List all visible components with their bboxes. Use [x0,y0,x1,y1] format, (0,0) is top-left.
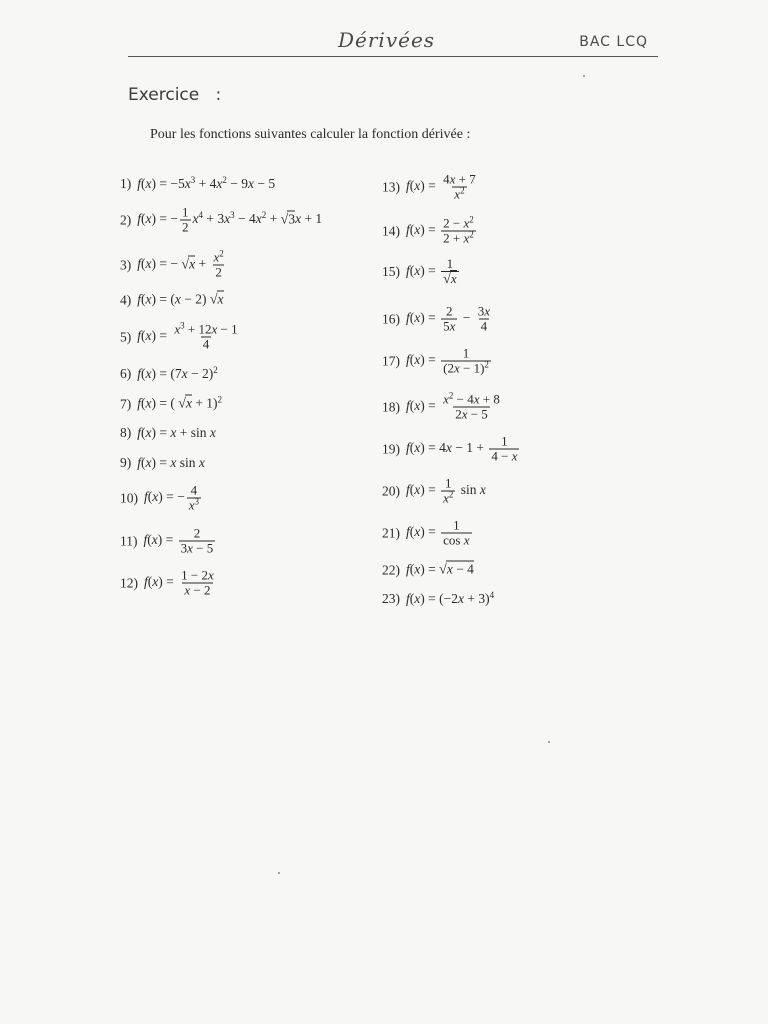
formula: f(x) = − $\frac{4}{x^3}$ [144,482,200,513]
exercise-item: 6) $f(x) = (7x - 2)^2$ [120,365,218,381]
formula: $f(x) = (7x - 2)^2$ [137,365,218,381]
formula: f(x) = $\frac{1}{(2x - 1)^2}$ [406,345,489,376]
exercise-item: 21) f(x) = $\frac{1}{\text{cos x}}$ [382,519,474,548]
page-header [128,24,658,57]
formula: f(x) = $\frac{1}{√x}$ [406,256,457,287]
formula: f(x) = $\frac{x^3 + 12x - 1}{4}$ [137,320,238,352]
formula: f(x) = $\frac{2 - x^2}{2 + x^2}$ [406,214,474,246]
exercise-item: 14) f(x) = $\frac{2 - x^2}{2 + x^2}$ [382,217,478,246]
formula: f(x) = $\frac{1}{x^2}$ sin x [406,475,486,506]
instruction-text: Pour les fonctions suivantes calculer la fonction dérivée : [150,127,471,142]
formula: f(x) = 4x − 1 + $\frac{1}{4 - x}$ [406,433,518,464]
exercise-item: 23) $f(x) = (-2x + 3)^4$ [382,590,495,606]
formula: f(x) = $\frac{4x + 7}{x^2}$ [406,171,476,202]
exercise-item: 22) f(x) = √x − 4 [382,561,474,578]
formula: f(x) = $\frac{1 - 2x}{x - 2}$ [144,567,214,598]
exercise-item: 17) f(x) = $\frac{1}{(2x - 1)^2}$ [382,347,493,376]
exercise-item: 16) f(x) = $\frac{2}{5x}$ − $\frac{3x}{4}$ [382,305,494,334]
formula: f(x) = (x − 2) √x [137,291,224,308]
exercise-item: 20) f(x) = $\frac{1}{x^2}$ sin x [382,475,486,506]
formula: f(x) = $\frac{2}{3x - 5}$ [143,525,214,556]
class-label: BAC LCQ [579,34,648,50]
exercise-item: 8) f(x) = x + sin x [120,425,216,440]
exercise-item: 5) f(x) = $\frac{x^3 + 12x - 1}{4}$ [120,323,242,352]
formula: f(x) = ( √x + 1)$^2$ [137,394,223,412]
exercise-item: 18) f(x) = $\frac{x^2 - 4x + 8}{2x - 5}$ [382,393,504,422]
exercise-item: 12) f(x) = $\frac{1 - 2x}{x - 2}$ [120,569,218,598]
scan-speck [278,872,280,874]
formula: $f(x) = (-2x + 3)^4$ [406,590,495,606]
formula: f(x) = x + sin x [137,425,216,440]
scan-speck [548,741,550,743]
page-title: Dérivées [338,28,436,52]
formula: f(x) = $\frac{x^2 - 4x + 8}{2x - 5}$ [406,390,500,422]
formula: f(x) = $\frac{1}{\text{cos x}}$ [406,517,470,548]
exercise-title: Exercice : [128,85,222,105]
exercise-item: 19) f(x) = 4x − 1 + $\frac{1}{4 - x}$ [382,435,521,464]
exercise-item: 11) f(x) = $\frac{2}{3x - 5}$ [120,527,217,556]
exercise-item: 1) $f(x) = -5x^3 + 4x^2 - 9x - 5$ [120,175,276,191]
exercise-item: 15) f(x) = $\frac{1}{√x}$ [382,257,461,287]
exercise-item: 3) f(x) = − √x + $\frac{x^2}{2}$ [120,251,228,280]
formula: f(x) = $\frac{2}{5x}$ − $\frac{3x}{4}$ [406,303,491,334]
formula: f(x) = √x − 4 [406,561,474,578]
exercise-item: 10) f(x) = − $\frac{4}{x^3}$ [120,484,203,513]
exercise-item: 2) f(x) = − $\frac{1}{2}$ $x^4 + 3x^3 - 4x^2 + √3x + 1$ [120,204,323,235]
scan-speck [583,75,585,77]
exercise-item: 9) f(x) = x sin x [120,455,205,470]
formula: $f(x) = -5x^3 + 4x^2 - 9x - 5$ [137,175,276,191]
formula: f(x) = − √x + $\frac{x^2}{2}$ [137,248,224,280]
exercise-item: 7) f(x) = ( √x + 1)$^2$ [120,394,223,412]
formula: f(x) = x sin x [137,455,205,470]
formula: f(x) = − $\frac{1}{2}$ $x^4 + 3x^3 - 4x^2 + √3x + 1$ [137,204,323,235]
exercise-item: 13) f(x) = $\frac{4x + 7}{x^2}$ [382,173,480,202]
exercise-item: 4) f(x) = (x − 2) √x [120,291,224,308]
